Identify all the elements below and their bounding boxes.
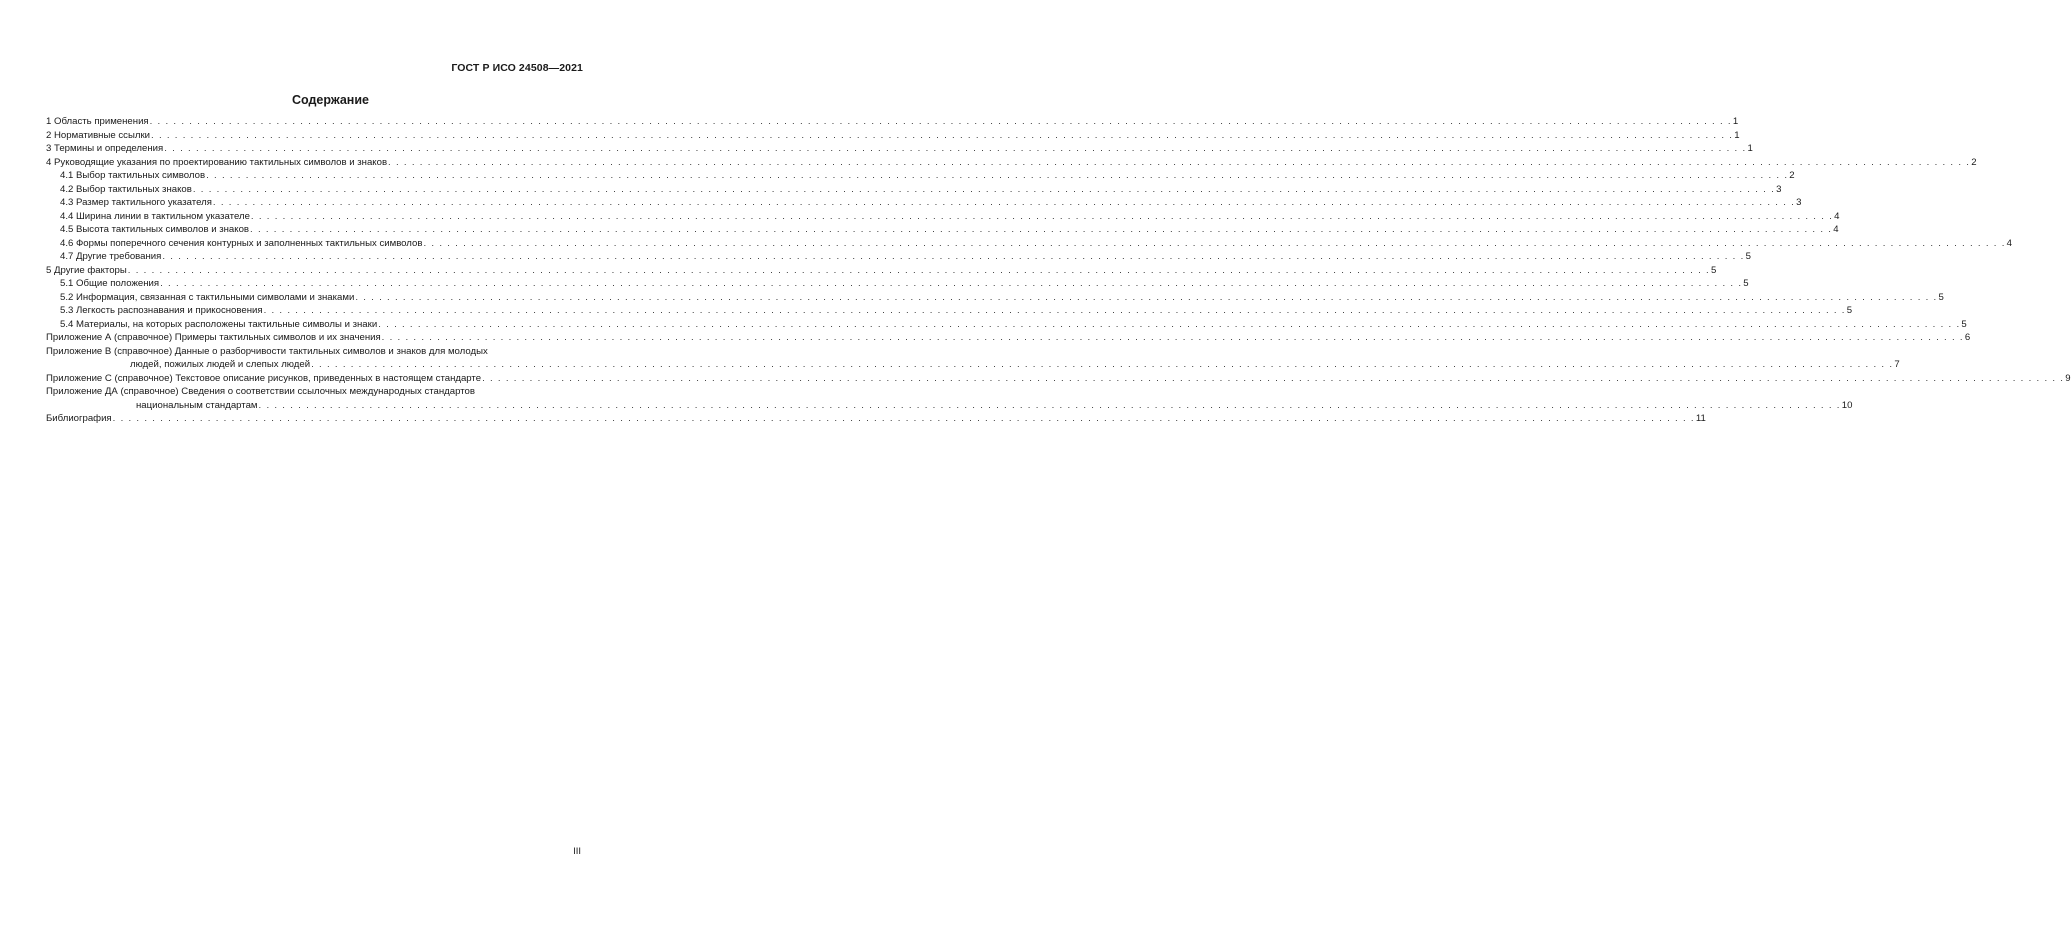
toc-dot-leader: . . . . . . . . . . . . . . . . . . . . . . . . . . . . . . . . . . . . . . . . . . . . . . . . . . . . . . . . . . . . . . . . . . . . . . . . . . . . . . . . . . . . . . . . . . . . . . . . . . . . . . . . . . . . . . . . . . . . . . . . . . . . . . . . . . . . . . . . . . . . . . . . . . . . . . . . . . . . . . . . . . . . . . . . . . . . . . . . . . . . . . . . . . . . . . . . . . . . . . . .	[355, 291, 1938, 303]
toc-entry-title: национальным стандартам	[136, 399, 258, 411]
toc-dot-leader: . . . . . . . . . . . . . . . . . . . . . . . . . . . . . . . . . . . . . . . . . . . . . . . . . . . . . . . . . . . . . . . . . . . . . . . . . . . . . . . . . . . . . . . . . . . . . . . . . . . . . . . . . . . . . . . . . . . . . . . . . . . . . . . . . . . . . . . . . . . . . . . . . . . . . . . . . . . . . . . . . . . . . . . . . . . . . . . . . . . . . . . . . . . . . . . . . . . . . . . .	[212, 197, 1796, 208]
toc-entry-title: Приложение ДА (справочное) Сведения о соответствии ссылочных международных стандартов	[46, 386, 475, 397]
toc-entry[interactable]	[46, 142, 1753, 156]
toc-entry-page: 5	[1846, 305, 1853, 316]
toc-entry[interactable]	[46, 318, 1967, 332]
toc-dot-leader: . . . . . . . . . . . . . . . . . . . . . . . . . . . . . . . . . . . . . . . . . . . . . . . . . . . . . . . . . . . . . . . . . . . . . . . . . . . . . . . . . . . . . . . . . . . . . . . . . . . . . . . . . . . . . . . . . . . . . . . . . . . . . . . . . . . . . . . . . . . . . . . . . . . . . . . . . . . . . . . . . . . . . . . . . . . . . . . . . . . . . . . . . . . . . . . . . . . . . . . .	[311, 359, 1894, 370]
toc-dot-leader: . . . . . . . . . . . . . . . . . . . . . . . . . . . . . . . . . . . . . . . . . . . . . . . . . . . . . . . . . . . . . . . . . . . . . . . . . . . . . . . . . . . . . . . . . . . . . . . . . . . . . . . . . . . . . . . . . . . . . . . . . . . . . . . . . . . . . . . . . . . . . . . . . . . . . . . . . . . . . . . . . . . . . . . . . . . . . . . . . . . . . . . . . . . . . . . . . . . . . . . .	[250, 210, 1834, 222]
toc-dot-leader: . . . . . . . . . . . . . . . . . . . . . . . . . . . . . . . . . . . . . . . . . . . . . . . . . . . . . . . . . . . . . . . . . . . . . . . . . . . . . . . . . . . . . . . . . . . . . . . . . . . . . . . . . . . . . . . . . . . . . . . . . . . . . . . . . . . . . . . . . . . . . . . . . . . . . . . . . . . . . . . . . . . . . . . . . . . . . . . . . . . . . . . . . . . . . . . . . . . . . . . .	[112, 413, 1695, 424]
toc-dot-leader: . . . . . . . . . . . . . . . . . . . . . . . . . . . . . . . . . . . . . . . . . . . . . . . . . . . . . . . . . . . . . . . . . . . . . . . . . . . . . . . . . . . . . . . . . . . . . . . . . . . . . . . . . . . . . . . . . . . . . . . . . . . . . . . . . . . . . . . . . . . . . . . . . . . . . . . . . . . . . . . . . . . . . . . . . . . . . . . . . . . . . . . . . . . . . . . . . . . . . . . .	[151, 129, 1734, 141]
toc-entry[interactable]	[46, 345, 583, 359]
toc-entry[interactable]	[46, 223, 1839, 237]
toc-entry[interactable]	[46, 291, 1944, 305]
toc-entry[interactable]	[46, 129, 1740, 143]
toc-entry-page: 9	[2065, 372, 2071, 384]
toc-entry-title: 5.2 Информация, связанная с тактильными символами и знаками	[60, 291, 355, 303]
toc-dot-leader: . . . . . . . . . . . . . . . . . . . . . . . . . . . . . . . . . . . . . . . . . . . . . . . . . . . . . . . . . . . . . . . . . . . . . . . . . . . . . . . . . . . . . . . . . . . . . . . . . . . . . . . . . . . . . . . . . . . . . . . . . . . . . . . . . . . . . . . . . . . . . . . . . . . . . . . . . . . . . . . . . . . . . . . . . . . . . . . . . . . . . . . . . . . . . . . . . . . . . . . .	[192, 183, 1776, 195]
toc-entry-page: 3	[1796, 197, 1802, 208]
toc-entry[interactable]	[46, 237, 2013, 251]
toc-entry-page: 7	[1894, 359, 1900, 370]
toc-entry[interactable]	[46, 183, 1782, 197]
toc-dot-leader: . . . . . . . . . . . . . . . . . . . . . . . . . . . . . . . . . . . . . . . . . . . . . . . . . . . . . . . . . . . . . . . . . . . . . . . . . . . . . . . . . . . . . . . . . . . . . . . . . . . . . . . . . . . . . . . . . . . . . . . . . . . . . . . . . . . . . . . . . . . . . . . . . . . . . . . . . . . . . . . . . . . . . . . . . . . . . . . . . . . . . . . . . . . . . . . . . . . . . . . .	[162, 251, 1745, 262]
toc-entry-page: 3	[1776, 183, 1782, 195]
toc-entry-page: 2	[1789, 170, 1795, 181]
toc-entry[interactable]	[46, 210, 1840, 224]
toc-entry[interactable]	[46, 372, 2071, 386]
toc-entry-page: 10	[1841, 399, 1853, 411]
toc-entry[interactable]	[46, 358, 1900, 372]
toc-entry[interactable]	[46, 331, 1971, 345]
toc-entry-page: 5	[1743, 278, 1749, 289]
toc-dot-leader: . . . . . . . . . . . . . . . . . . . . . . . . . . . . . . . . . . . . . . . . . . . . . . . . . . . . . . . . . . . . . . . . . . . . . . . . . . . . . . . . . . . . . . . . . . . . . . . . . . . . . . . . . . . . . . . . . . . . . . . . . . . . . . . . . . . . . . . . . . . . . . . . . . . . . . . . . . . . . . . . . . . . . . . . . . . . . . . . . . . . . . . . . . . . . . . . . . . . . . . .	[423, 237, 2006, 249]
toc-entry[interactable]	[46, 250, 1751, 264]
toc-dot-leader: . . . . . . . . . . . . . . . . . . . . . . . . . . . . . . . . . . . . . . . . . . . . . . . . . . . . . . . . . . . . . . . . . . . . . . . . . . . . . . . . . . . . . . . . . . . . . . . . . . . . . . . . . . . . . . . . . . . . . . . . . . . . . . . . . . . . . . . . . . . . . . . . . . . . . . . . . . . . . . . . . . . . . . . . . . . . . . . . . . . . . . . . . . . . . . . . . . . . . . . .	[127, 264, 1710, 276]
toc-entry[interactable]	[46, 385, 583, 399]
toc-entry-page: 2	[1971, 156, 1977, 168]
toc-entry-title: 1 Область применения	[46, 116, 149, 127]
toc-entry[interactable]	[46, 264, 1717, 278]
toc-entry-page: 5	[1711, 264, 1717, 276]
toc-entry-title: 5.1 Общие положения	[60, 278, 160, 289]
toc-entry[interactable]	[46, 115, 1739, 129]
toc-entry-title: 4.1 Выбор тактильных символов	[60, 170, 206, 181]
toc-dot-leader: . . . . . . . . . . . . . . . . . . . . . . . . . . . . . . . . . . . . . . . . . . . . . . . . . . . . . . . . . . . . . . . . . . . . . . . . . . . . . . . . . . . . . . . . . . . . . . . . . . . . . . . . . . . . . . . . . . . . . . . . . . . . . . . . . . . . . . . . . . . . . . . . . . . . . . . . . . . . . . . . . . . . . . . . . . . . . . . . . . . . . . . . . . . . . . . . . . . . . . . .	[250, 224, 1833, 235]
table-of-contents	[46, 115, 2071, 426]
toc-entry-page: 11	[1695, 413, 1706, 424]
toc-entry-title: 5.4 Материалы, на которых расположены тактильные символы и знаки	[60, 318, 378, 330]
toc-dot-leader: . . . . . . . . . . . . . . . . . . . . . . . . . . . . . . . . . . . . . . . . . . . . . . . . . . . . . . . . . . . . . . . . . . . . . . . . . . . . . . . . . . . . . . . . . . . . . . . . . . . . . . . . . . . . . . . . . . . . . . . . . . . . . . . . . . . . . . . . . . . . . . . . . . . . . . . . . . . . . . . . . . . . . . . . . . . . . . . . . . . . . . . . . . . . . . . . . . . . . . . .	[482, 372, 2065, 384]
toc-dot-leader: . . . . . . . . . . . . . . . . . . . . . . . . . . . . . . . . . . . . . . . . . . . . . . . . . . . . . . . . . . . . . . . . . . . . . . . . . . . . . . . . . . . . . . . . . . . . . . . . . . . . . . . . . . . . . . . . . . . . . . . . . . . . . . . . . . . . . . . . . . . . . . . . . . . . . . . . . . . . . . . . . . . . . . . . . . . . . . . . . . . . . . . . . . . . . . . . . . . . . . . .	[378, 318, 1961, 330]
toc-entry-title: 4.7 Другие требования	[60, 251, 162, 262]
toc-entry-title: 4.6 Формы поперечного сечения контурных и заполненных тактильных символов	[60, 237, 423, 249]
toc-entry-page: 6	[1964, 332, 1971, 343]
toc-entry-title: 3 Термины и определения	[46, 143, 164, 154]
toc-entry[interactable]	[46, 304, 1853, 318]
toc-entry-title: 5 Другие факторы	[46, 264, 127, 276]
toc-dot-leader: . . . . . . . . . . . . . . . . . . . . . . . . . . . . . . . . . . . . . . . . . . . . . . . . . . . . . . . . . . . . . . . . . . . . . . . . . . . . . . . . . . . . . . . . . . . . . . . . . . . . . . . . . . . . . . . . . . . . . . . . . . . . . . . . . . . . . . . . . . . . . . . . . . . . . . . . . . . . . . . . . . . . . . . . . . . . . . . . . . . . . . . . . . . . . . . . . . . . . . . .	[206, 170, 1789, 181]
toc-entry[interactable]	[46, 277, 1749, 291]
document-code: ГОСТ Р ИСО 24508—2021	[451, 62, 583, 74]
toc-title: Содержание	[291, 93, 369, 107]
toc-entry[interactable]	[46, 169, 1795, 183]
toc-entry-title: Библиография	[46, 413, 112, 424]
toc-entry-page: 4	[2006, 237, 2013, 249]
toc-entry-page: 5	[1745, 251, 1751, 262]
toc-entry-page: 4	[1833, 224, 1839, 235]
toc-dot-leader: . . . . . . . . . . . . . . . . . . . . . . . . . . . . . . . . . . . . . . . . . . . . . . . . . . . . . . . . . . . . . . . . . . . . . . . . . . . . . . . . . . . . . . . . . . . . . . . . . . . . . . . . . . . . . . . . . . . . . . . . . . . . . . . . . . . . . . . . . . . . . . . . . . . . . . . . . . . . . . . . . . . . . . . . . . . . . . . . . . . . . . . . . . . . . . . . . . . . . . . .	[160, 278, 1743, 289]
toc-dot-leader: . . . . . . . . . . . . . . . . . . . . . . . . . . . . . . . . . . . . . . . . . . . . . . . . . . . . . . . . . . . . . . . . . . . . . . . . . . . . . . . . . . . . . . . . . . . . . . . . . . . . . . . . . . . . . . . . . . . . . . . . . . . . . . . . . . . . . . . . . . . . . . . . . . . . . . . . . . . . . . . . . . . . . . . . . . . . . . . . . . . . . . . . . . . . . . . . . . . . . . . .	[164, 143, 1747, 154]
toc-entry-title: 4 Руководящие указания по проектированию тактильных символов и знаков	[46, 156, 388, 168]
toc-dot-leader: . . . . . . . . . . . . . . . . . . . . . . . . . . . . . . . . . . . . . . . . . . . . . . . . . . . . . . . . . . . . . . . . . . . . . . . . . . . . . . . . . . . . . . . . . . . . . . . . . . . . . . . . . . . . . . . . . . . . . . . . . . . . . . . . . . . . . . . . . . . . . . . . . . . . . . . . . . . . . . . . . . . . . . . . . . . . . . . . . . . . . . . . . . . . . . . . . . . . . . . .	[388, 156, 1971, 168]
toc-entry-title: 4.3 Размер тактильного указателя	[60, 197, 212, 208]
toc-entry-title: людей, пожилых людей и слепых людей	[130, 359, 311, 370]
toc-dot-leader: . . . . . . . . . . . . . . . . . . . . . . . . . . . . . . . . . . . . . . . . . . . . . . . . . . . . . . . . . . . . . . . . . . . . . . . . . . . . . . . . . . . . . . . . . . . . . . . . . . . . . . . . . . . . . . . . . . . . . . . . . . . . . . . . . . . . . . . . . . . . . . . . . . . . . . . . . . . . . . . . . . . . . . . . . . . . . . . . . . . . . . . . . . . . . . . . . . . . . . . .	[381, 332, 1964, 343]
toc-entry-title: 4.4 Ширина линии в тактильном указателе	[60, 210, 250, 222]
toc-entry[interactable]	[46, 412, 1706, 426]
toc-entry-title: Приложение В (справочное) Данные о разборчивости тактильных символов и знаков для молодых	[46, 345, 488, 357]
toc-entry-page: 1	[1747, 143, 1753, 154]
page-number: III	[573, 846, 581, 857]
toc-entry-page: 5	[1961, 318, 1967, 330]
toc-entry-title: 4.2 Выбор тактильных знаков	[60, 183, 192, 195]
toc-entry-title: 4.5 Высота тактильных символов и знаков	[60, 224, 250, 235]
toc-dot-leader: . . . . . . . . . . . . . . . . . . . . . . . . . . . . . . . . . . . . . . . . . . . . . . . . . . . . . . . . . . . . . . . . . . . . . . . . . . . . . . . . . . . . . . . . . . . . . . . . . . . . . . . . . . . . . . . . . . . . . . . . . . . . . . . . . . . . . . . . . . . . . . . . . . . . . . . . . . . . . . . . . . . . . . . . . . . . . . . . . . . . . . . . . . . . . . . . . . . . . . . .	[149, 116, 1732, 127]
toc-entry[interactable]	[46, 196, 1802, 210]
toc-entry[interactable]	[46, 156, 1977, 170]
toc-entry-title: 5.3 Легкость распознавания и прикосновения	[60, 305, 263, 316]
toc-entry-page: 1	[1732, 116, 1739, 127]
toc-entry-page: 5	[1938, 291, 1944, 303]
toc-dot-leader: . . . . . . . . . . . . . . . . . . . . . . . . . . . . . . . . . . . . . . . . . . . . . . . . . . . . . . . . . . . . . . . . . . . . . . . . . . . . . . . . . . . . . . . . . . . . . . . . . . . . . . . . . . . . . . . . . . . . . . . . . . . . . . . . . . . . . . . . . . . . . . . . . . . . . . . . . . . . . . . . . . . . . . . . . . . . . . . . . . . . . . . . . . . . . . . . . . . . . . . .	[263, 305, 1846, 316]
toc-entry-title: Приложение А (справочное) Примеры тактильных символов и их значения	[46, 332, 381, 343]
toc-entry-page: 4	[1834, 210, 1840, 222]
toc-entry-title: 2 Нормативные ссылки	[46, 129, 151, 141]
toc-entry-title: Приложение С (справочное) Текстовое описание рисунков, приведенных в настоящем стандарте	[46, 372, 482, 384]
toc-entry[interactable]	[46, 399, 1853, 413]
toc-dot-leader: . . . . . . . . . . . . . . . . . . . . . . . . . . . . . . . . . . . . . . . . . . . . . . . . . . . . . . . . . . . . . . . . . . . . . . . . . . . . . . . . . . . . . . . . . . . . . . . . . . . . . . . . . . . . . . . . . . . . . . . . . . . . . . . . . . . . . . . . . . . . . . . . . . . . . . . . . . . . . . . . . . . . . . . . . . . . . . . . . . . . . . . . . . . . . . . . . . . . . . . .	[258, 399, 1841, 411]
toc-entry-page: 1	[1734, 129, 1740, 141]
